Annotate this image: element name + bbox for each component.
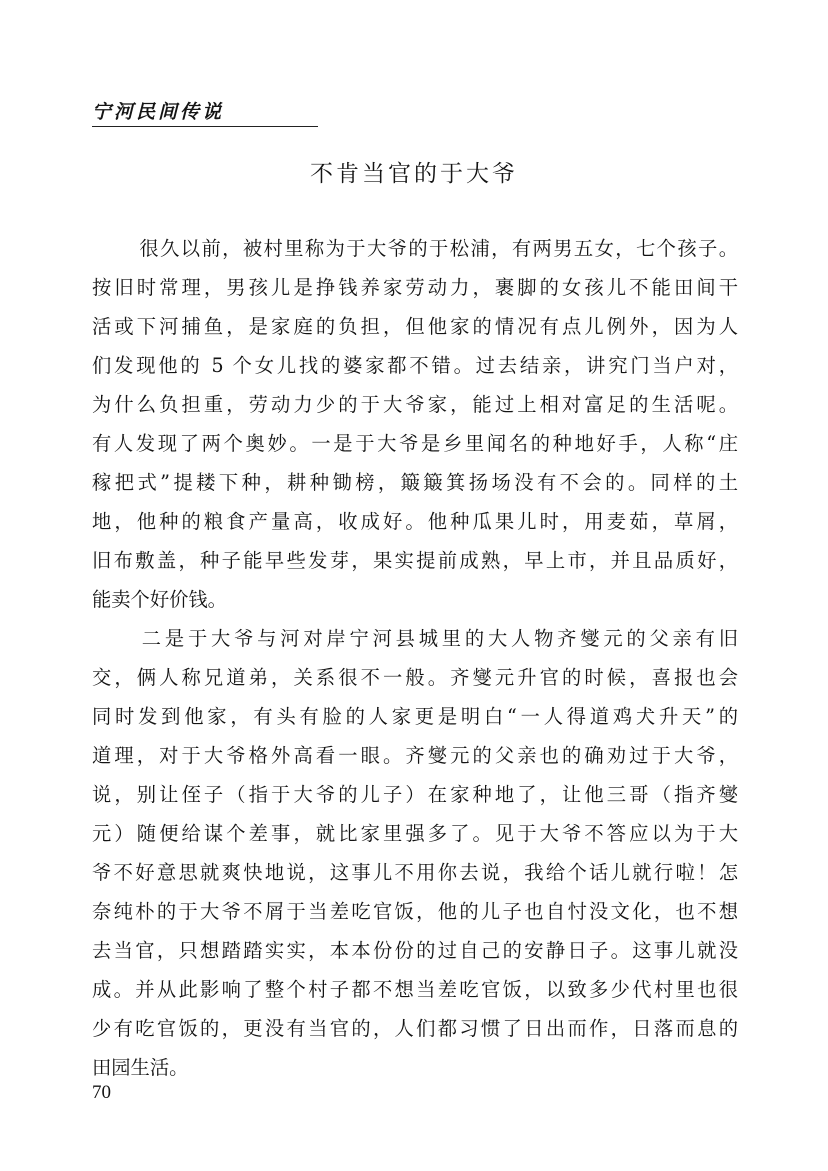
text-line: 说，别让侄子（指于大爷的儿子）在家种地了，让他三哥（指齐燮 (92, 783, 738, 806)
text-line: 成。并从此影响了整个村子都不想当差吃官饭，以致多少代村里也很 (92, 978, 738, 1001)
text-line: 少有吃官饭的，更没有当官的，人们都习惯了日出而作，日落而息的 (92, 1017, 738, 1040)
text-line: 同时发到他家，有头有脸的人家更是明白“一人得道鸡犬升天”的 (92, 705, 738, 728)
text-line: 很久以前，被村里称为于大爷的于松浦，有两男五女，七个孩子。 (138, 237, 738, 260)
text-line: 地，他种的粮食产量高，收成好。他种瓜果儿时，用麦茹，草屑， (92, 510, 738, 533)
article-body (92, 229, 738, 1087)
page-number: 70 (92, 1082, 111, 1103)
text-line: 去当官，只想踏踏实实，本本份份的过自己的安静日子。这事儿就没 (92, 939, 738, 962)
text-line: 二是于大爷与河对岸宁河县城里的大人物齐燮元的父亲有旧 (138, 627, 738, 650)
header-rule (92, 126, 318, 127)
text-line: 奈纯朴的于大爷不屑于当差吃官饭，他的儿子也自忖没文化，也不想 (92, 900, 738, 923)
text-line: 爷不好意思就爽快地说，这事儿不用你去说，我给个话儿就行啦！怎 (92, 861, 738, 884)
text-line: 按旧时常理，男孩儿是挣钱养家劳动力，裹脚的女孩儿不能田间干 (92, 276, 738, 299)
text-line: 活或下河捕鱼，是家庭的负担，但他家的情况有点儿例外，因为人 (92, 315, 738, 338)
text-line: 田园生活。 (92, 1056, 189, 1079)
text-line: 元）随便给谋个差事，就比家里强多了。见于大爷不答应以为于大 (92, 822, 738, 845)
text-line: 旧布敷盖，种子能早些发芽，果实提前成熟，早上市，并且品质好， (92, 549, 738, 572)
text-line: 能卖个好价钱。 (92, 588, 227, 611)
book-title: 宁河民间传说 (92, 101, 225, 123)
text-line: 们发现他的 5 个女儿找的婆家都不错。过去结亲，讲究门当户对， (92, 354, 738, 377)
text-line: 为什么负担重，劳动力少的于大爷家，能过上相对富足的生活呢。 (92, 393, 738, 416)
text-line: 稼把式”提耧下种，耕种锄榜，簸簸箕扬场没有不会的。同样的土 (92, 471, 738, 494)
article-title: 不肯当官的于大爷 (310, 161, 518, 187)
running-header (92, 100, 318, 127)
text-line: 有人发现了两个奥妙。一是于大爷是乡里闻名的种地好手，人称“庄 (92, 432, 738, 455)
text-line: 交，俩人称兄道弟，关系很不一般。齐燮元升官的时候，喜报也会 (92, 666, 738, 689)
text-line: 道理，对于大爷格外高看一眼。齐燮元的父亲也的确劝过于大爷， (92, 744, 738, 767)
